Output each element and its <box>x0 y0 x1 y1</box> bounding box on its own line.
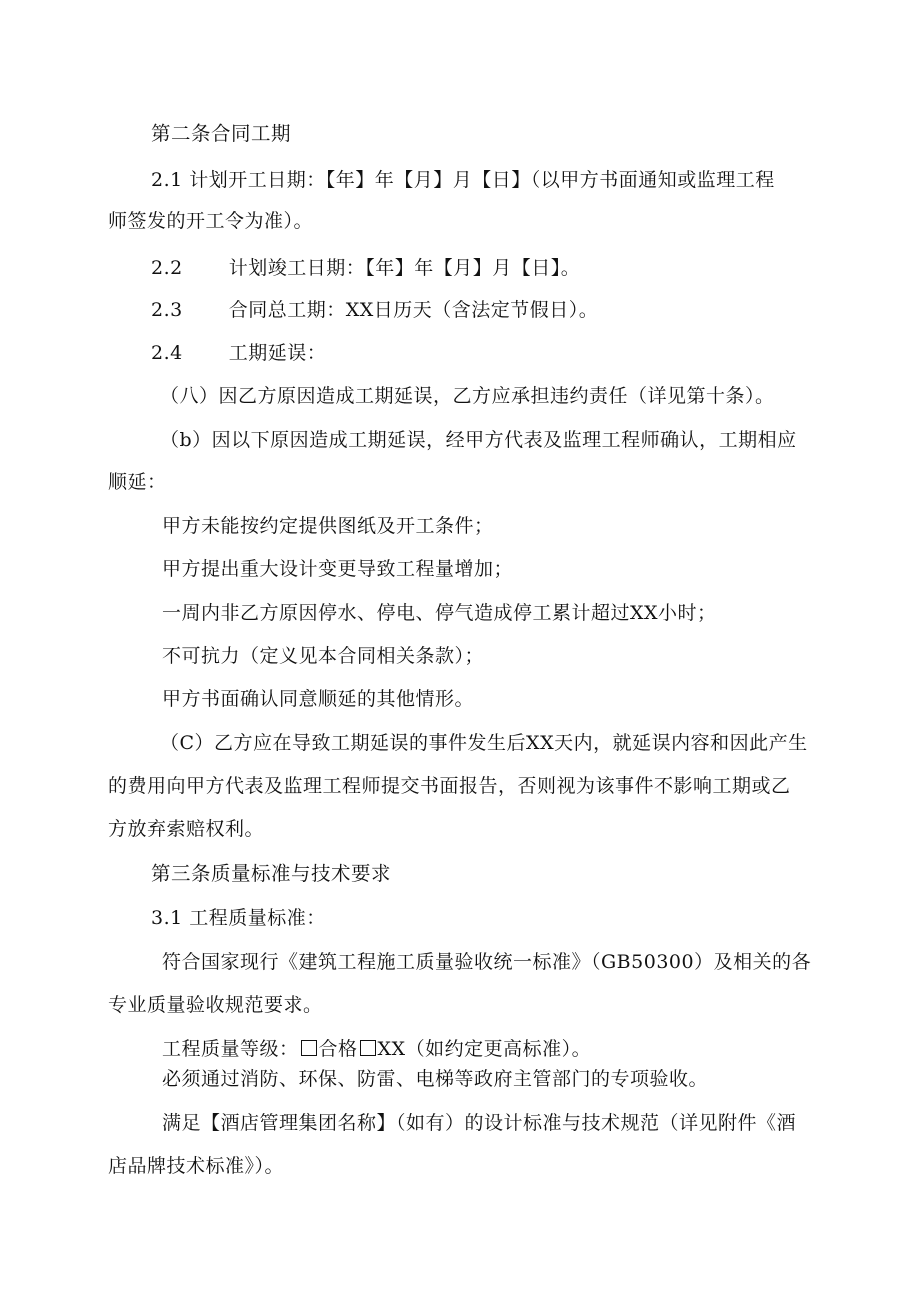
clause-c-line3: 方放弃索赔权利。 <box>108 818 265 840</box>
item-2-2 <box>151 255 580 281</box>
clause-b-line1: （b）因以下原因造成工期延误，经甲方代表及监理工程师确认，工期相应 <box>160 429 797 451</box>
item-2-1-line1: 2.1 计划开工日期：【年】年【月】月【日】（以甲方书面通知或监理工程 <box>151 169 775 191</box>
quality-grade-label: 工程质量等级： <box>162 1038 299 1060</box>
quality-grade-option-2: XX（如约定更高标准）。 <box>377 1038 592 1060</box>
clause-b-line2: 顺延： <box>108 471 167 493</box>
reason-4: 不可抗力（定义见本合同相关条款）； <box>162 645 485 667</box>
brand-line2: 店品牌技术标准》）。 <box>108 1155 285 1177</box>
item-2-4 <box>151 340 326 366</box>
item-2-1-line2: 师签发的开工令为准）。 <box>108 210 314 232</box>
brand-line1: 满足【酒店管理集团名称】（如有）的设计标准与技术规范（详见附件《酒 <box>162 1112 797 1134</box>
item-2-3 <box>151 297 598 323</box>
reason-3: 一周内非乙方原因停水、停电、停气造成停工累计超过XX小时； <box>162 602 717 624</box>
quality-grade-option-1: 合格 <box>318 1038 358 1060</box>
item-2-4-text: 工期延误： <box>228 342 327 364</box>
item-2-3-text: 合同总工期：XX日历天（含法定节假日）。 <box>228 299 599 321</box>
checkbox-icon <box>360 1040 376 1056</box>
article-3-title: 第三条质量标准与技术要求 <box>151 862 392 885</box>
item-2-2-number: 2.2 <box>151 257 183 279</box>
article-2-title: 第二条合同工期 <box>151 122 292 145</box>
special-acceptance: 必须通过消防、环保、防雷、电梯等政府主管部门的专项验收。 <box>162 1068 709 1090</box>
reason-1: 甲方未能按约定提供图纸及开工条件； <box>162 515 494 537</box>
reason-5: 甲方书面确认同意顺延的其他情形。 <box>162 688 475 710</box>
checkbox-icon <box>301 1040 317 1056</box>
item-2-4-number: 2.4 <box>151 342 183 364</box>
quality-grade <box>162 1036 591 1062</box>
clause-c-line1: （C）乙方应在导致工期延误的事件发生后XX天内，就延误内容和因此产生 <box>160 732 808 754</box>
item-2-2-text: 计划竣工日期：【年】年【月】月【日】。 <box>228 257 581 279</box>
item-3-1: 3.1 工程质量标准： <box>151 907 326 929</box>
item-2-3-number: 2.3 <box>151 299 183 321</box>
clause-a: （八）因乙方原因造成工期延误，乙方应承担违约责任（详见第十条）。 <box>160 385 775 407</box>
clause-c-line2: 的费用向甲方代表及监理工程师提交书面报告，否则视为该事件不影响工期或乙 <box>108 775 791 797</box>
standard-line2: 专业质量验收规范要求。 <box>108 994 323 1016</box>
reason-2: 甲方提出重大设计变更导致工程量增加； <box>162 558 514 580</box>
standard-line1: 符合国家现行《建筑工程施工质量验收统一标准》（GB50300）及相关的各 <box>162 951 812 973</box>
